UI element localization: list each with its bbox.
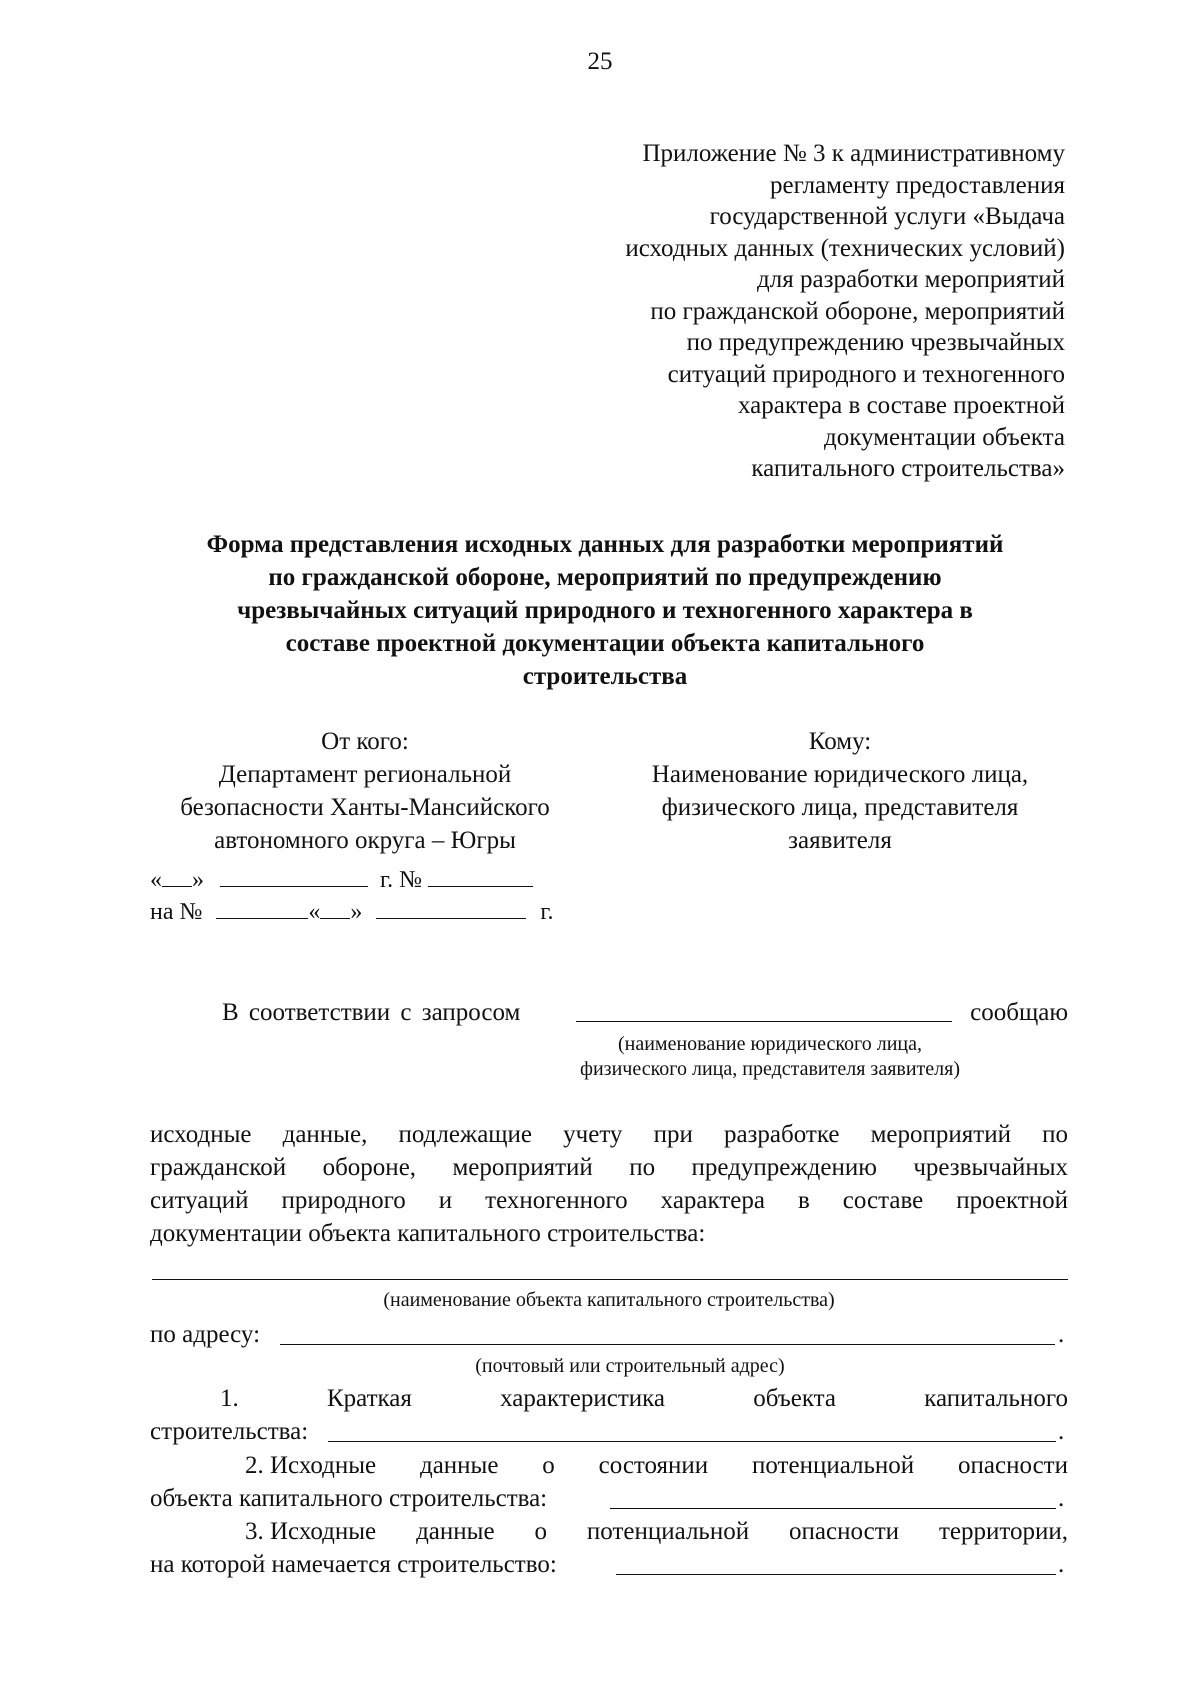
item-word: состоянии	[598, 1452, 709, 1479]
recipient-line: Наименование юридического лица,	[651, 761, 1029, 788]
recipient-heading: Кому:	[808, 728, 872, 755]
appendix-line: по гражданской обороне, мероприятий	[650, 297, 1065, 325]
item-word: 3. Исходные	[245, 1518, 377, 1545]
form-title-line: чрезвычайных ситуаций природного и техногенного характера в	[237, 597, 973, 624]
item-word: данные	[419, 1452, 499, 1479]
paragraph-line: ситуаций природного и техногенного характера в составе проектной	[150, 1187, 1068, 1214]
item-word: 1.	[220, 1385, 239, 1412]
item-1-label: строительства:	[150, 1418, 309, 1445]
sender-line: Департамент региональной	[218, 761, 512, 788]
recipient-line: физического лица, представителя	[661, 794, 1019, 821]
appendix-line: Приложение № 3 к административному	[642, 140, 1065, 167]
appendix-line: капитального строительства»	[751, 455, 1065, 482]
item-word: о	[534, 1518, 547, 1545]
item-3-label: на которой намечается строительство:	[150, 1551, 557, 1578]
form-title-line: по гражданской обороне, мероприятий по предупреждению	[268, 564, 942, 591]
ref-number-field[interactable]	[216, 896, 308, 919]
requester-field[interactable]	[576, 1021, 952, 1022]
item-3-field[interactable]	[616, 1574, 1056, 1575]
requester-caption	[540, 1032, 1000, 1082]
appendix-line: характера в составе проектной	[737, 392, 1065, 419]
item-word: характеристика	[500, 1385, 665, 1412]
ref-number-label: на №	[150, 899, 203, 925]
item-word: данные	[416, 1518, 495, 1545]
paragraph-line: документации объекта капитального строительства:	[150, 1220, 706, 1247]
item-word: объекта	[753, 1385, 836, 1412]
item-word: о	[542, 1452, 555, 1479]
month-year-field[interactable]	[220, 864, 368, 887]
ref-open-quote: «	[308, 899, 321, 925]
item-2-line	[150, 1482, 1070, 1515]
item-2-heading	[245, 1449, 1068, 1482]
date-close-quote: »	[192, 867, 204, 893]
item-word: потенциальной	[752, 1452, 915, 1479]
sender-block	[150, 725, 580, 857]
request-line	[222, 996, 1068, 1029]
item-1-line	[150, 1415, 1070, 1448]
item-2-field[interactable]	[610, 1508, 1056, 1509]
ref-month-field[interactable]	[376, 896, 526, 919]
appendix-line: регламенту предоставления	[769, 171, 1065, 199]
paragraph-line: исходные данные, подлежащие учету при разработке мероприятий по	[150, 1121, 1068, 1148]
item-word: опасности	[958, 1452, 1068, 1479]
ref-day-field[interactable]	[320, 896, 350, 919]
form-title-line: Форма представления исходных данных для разработки мероприятий	[206, 531, 1004, 558]
sender-heading: От кого:	[321, 728, 409, 755]
recipient-block	[615, 725, 1065, 857]
page-number: 25	[587, 48, 613, 75]
address-label: по адресу:	[150, 1321, 261, 1348]
item-3-heading	[245, 1515, 1068, 1548]
appendix-line: ситуаций природного и техногенного	[667, 360, 1065, 388]
item-word: потенциальной	[586, 1518, 750, 1545]
appendix-line: исходных данных (технических условий)	[625, 234, 1065, 262]
appendix-line: для разработки мероприятий	[757, 266, 1065, 293]
request-prefix: В соответствии с запросом	[222, 999, 521, 1026]
intro-paragraph	[150, 1118, 1068, 1250]
item-2-period: .	[1058, 1485, 1065, 1512]
address-period: .	[1058, 1321, 1065, 1348]
sender-line: автономного округа – Югры	[214, 827, 516, 854]
item-word: опасности	[789, 1518, 900, 1545]
form-title-line: составе проектной документации объекта капитального	[285, 630, 925, 657]
appendix-line: по предупреждению чрезвычайных	[686, 329, 1065, 356]
item-1-heading	[220, 1382, 1068, 1415]
appendix-line: документации объекта	[824, 423, 1065, 451]
ref-close-quote: »	[350, 899, 363, 925]
item-1-period: .	[1058, 1418, 1065, 1445]
outgoing-number-field[interactable]	[428, 864, 533, 887]
item-3-line	[150, 1548, 1070, 1581]
address-field[interactable]	[280, 1344, 1055, 1345]
item-1-field[interactable]	[328, 1441, 1056, 1442]
address-line	[150, 1318, 1070, 1351]
number-label: г. №	[380, 867, 423, 893]
sender-line: безопасности Ханты-Мансийского	[180, 794, 550, 821]
request-suffix: сообщаю	[970, 999, 1068, 1026]
object-caption: (наименование объекта капитального строительства)	[383, 1289, 835, 1311]
caption-line: (наименование юридического лица,	[617, 1033, 923, 1055]
appendix-note	[505, 138, 1065, 485]
form-title	[130, 528, 1080, 693]
appendix-line: государственной услуги «Выдача	[709, 203, 1065, 230]
reference-line	[150, 896, 554, 928]
item-word: Краткая	[326, 1385, 412, 1412]
item-word: территории,	[938, 1518, 1068, 1545]
address-caption: (почтовый или строительный адрес)	[475, 1355, 785, 1377]
ref-year-suffix: г.	[540, 899, 554, 925]
item-3-period: .	[1058, 1551, 1065, 1578]
form-title-line: строительства	[522, 663, 688, 690]
caption-line: физического лица, представителя заявителя)	[580, 1058, 960, 1080]
item-word: капитального	[924, 1385, 1068, 1412]
outgoing-date-line	[150, 864, 533, 896]
date-open-quote: «	[150, 867, 162, 893]
recipient-line: заявителя	[788, 827, 892, 854]
object-name-field[interactable]	[152, 1279, 1068, 1280]
item-word: 2. Исходные	[245, 1452, 377, 1479]
paragraph-line: гражданской обороне, мероприятий по предупреждению чрезвычайных	[150, 1154, 1068, 1181]
item-2-label: объекта капитального строительства:	[150, 1485, 548, 1512]
day-field[interactable]	[162, 864, 192, 887]
